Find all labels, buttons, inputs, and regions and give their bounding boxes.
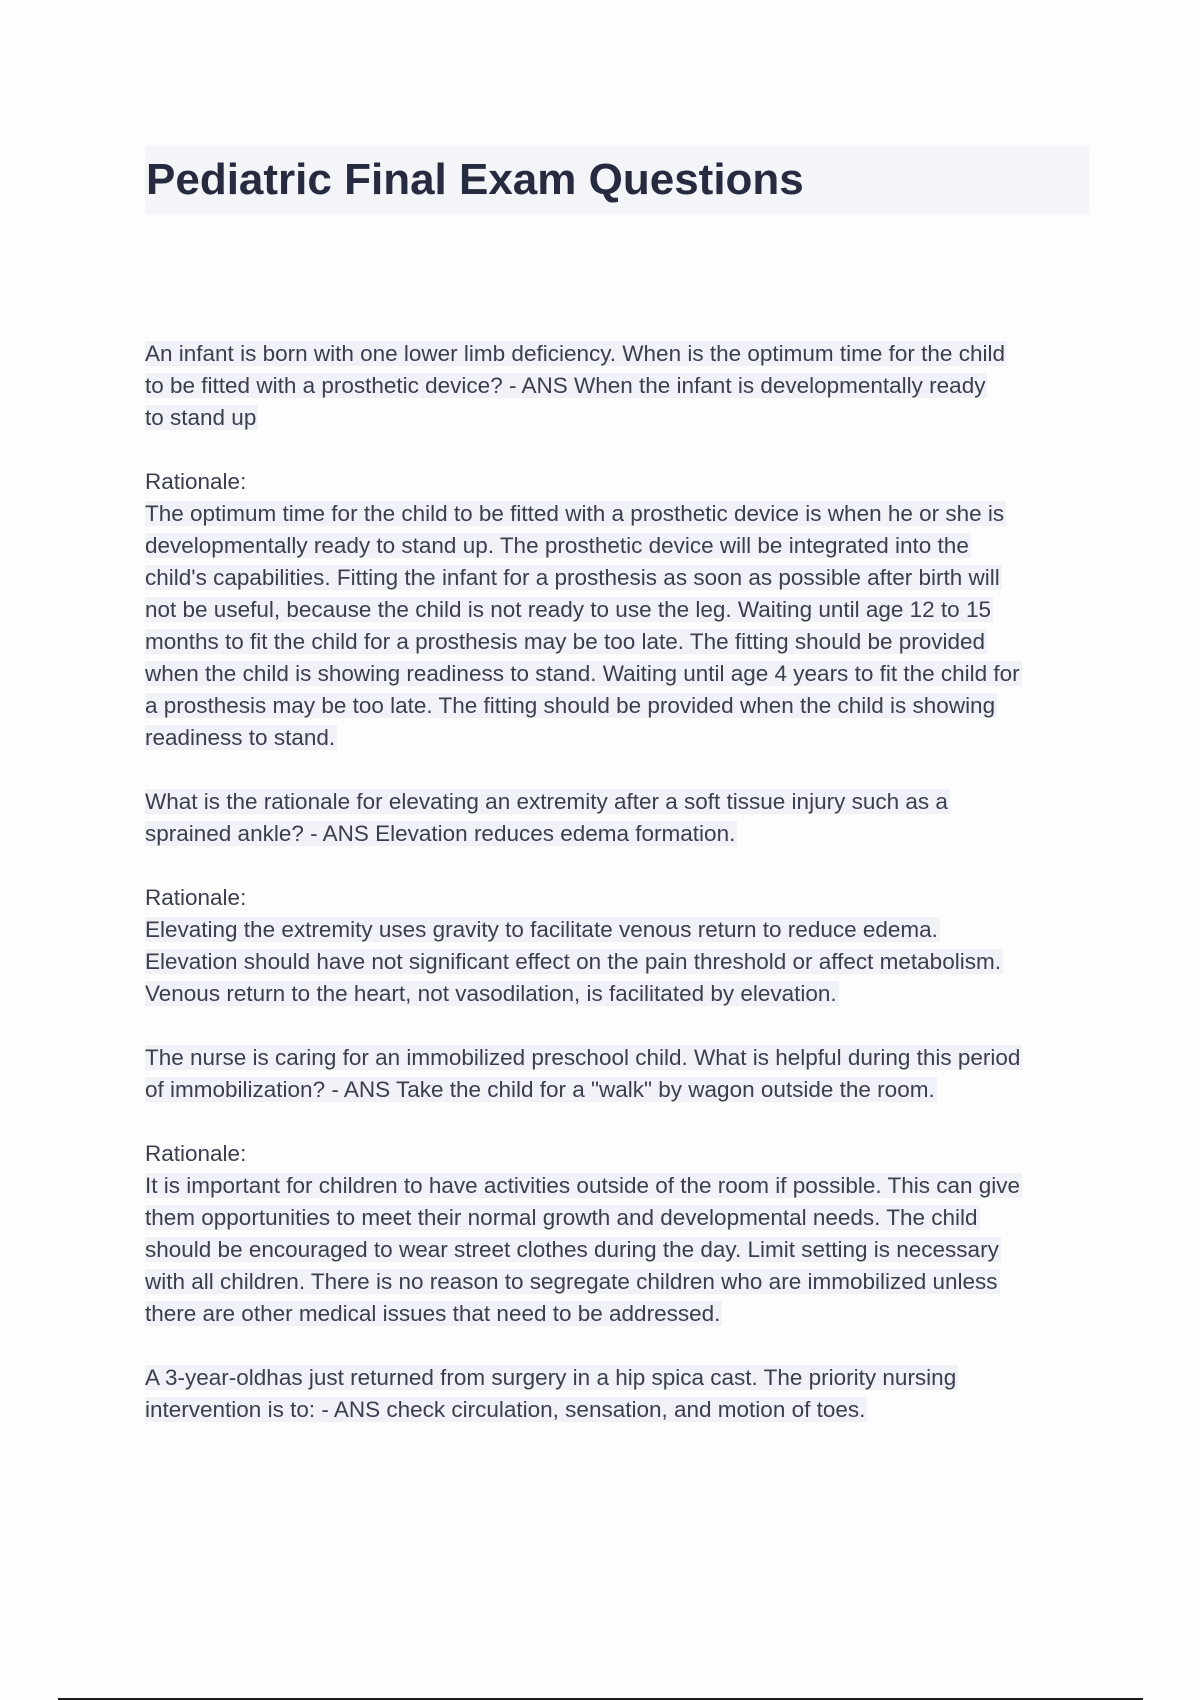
- question-text: [145, 1362, 1095, 1426]
- text-line: child's capabilities. Fitting the infant for a prosthesis as soon as possible after birth will: [145, 565, 1000, 590]
- rationale-label: Rationale:: [145, 885, 247, 910]
- text-line: to stand up: [145, 405, 257, 430]
- text-line: a prosthesis may be too late. The fitting should be provided when the child is showing: [145, 693, 996, 718]
- rationale-text: [145, 498, 1095, 754]
- text-line: sprained ankle? - ANS Elevation reduces edema formation.: [145, 821, 736, 846]
- qa-item: [145, 1042, 1095, 1330]
- text-line: What is the rationale for elevating an extremity after a soft tissue injury such as a: [145, 789, 948, 814]
- qa-item: [145, 786, 1095, 1010]
- text-line: Venous return to the heart, not vasodilation, is facilitated by elevation.: [145, 981, 837, 1006]
- rationale-text: [145, 914, 1095, 1010]
- text-line: there are other medical issues that need to be addressed.: [145, 1301, 721, 1326]
- title-block: [145, 146, 1089, 214]
- text-line: It is important for children to have activities outside of the room if possible. This can give: [145, 1173, 1021, 1198]
- rationale-label: Rationale:: [145, 469, 247, 494]
- text-line: Elevating the extremity uses gravity to facilitate venous return to reduce edema.: [145, 917, 938, 942]
- rationale-label: Rationale:: [145, 1141, 247, 1166]
- text-line: not be useful, because the child is not ready to use the leg. Waiting until age 12 to 15: [145, 597, 991, 622]
- text-line: of immobilization? - ANS Take the child for a "walk" by wagon outside the room.: [145, 1077, 935, 1102]
- text-line: The nurse is caring for an immobilized preschool child. What is helpful during this period: [145, 1045, 1021, 1070]
- text-line: intervention is to: - ANS check circulation, sensation, and motion of toes.: [145, 1397, 866, 1422]
- question-text: [145, 1042, 1095, 1106]
- qa-item: [145, 338, 1095, 754]
- text-line: months to fit the child for a prosthesis may be too late. The fitting should be provided: [145, 629, 986, 654]
- rationale-text: [145, 1170, 1095, 1330]
- question-text: [145, 338, 1095, 434]
- page-title: Pediatric Final Exam Questions: [146, 155, 804, 204]
- text-line: Elevation should have not significant effect on the pain threshold or affect metabolism.: [145, 949, 1001, 974]
- text-line: The optimum time for the child to be fitted with a prosthetic device is when he or she is: [145, 501, 1005, 526]
- document-body: [145, 338, 1095, 1426]
- text-line: to be fitted with a prosthetic device? - ANS When the infant is developmentally ready: [145, 373, 986, 398]
- qa-item: [145, 1362, 1095, 1426]
- text-line: A 3-year-oldhas just returned from surgery in a hip spica cast. The priority nursing: [145, 1365, 957, 1390]
- text-line: developmentally ready to stand up. The prosthetic device will be integrated into the: [145, 533, 969, 558]
- text-line: should be encouraged to wear street clothes during the day. Limit setting is necessary: [145, 1237, 999, 1262]
- text-line: An infant is born with one lower limb deficiency. When is the optimum time for the child: [145, 341, 1005, 366]
- text-line: when the child is showing readiness to stand. Waiting until age 4 years to fit the child for: [145, 661, 1020, 686]
- question-text: [145, 786, 1095, 850]
- text-line: with all children. There is no reason to segregate children who are immobilized unless: [145, 1269, 998, 1294]
- text-line: readiness to stand.: [145, 725, 336, 750]
- text-line: them opportunities to meet their normal growth and developmental needs. The child: [145, 1205, 978, 1230]
